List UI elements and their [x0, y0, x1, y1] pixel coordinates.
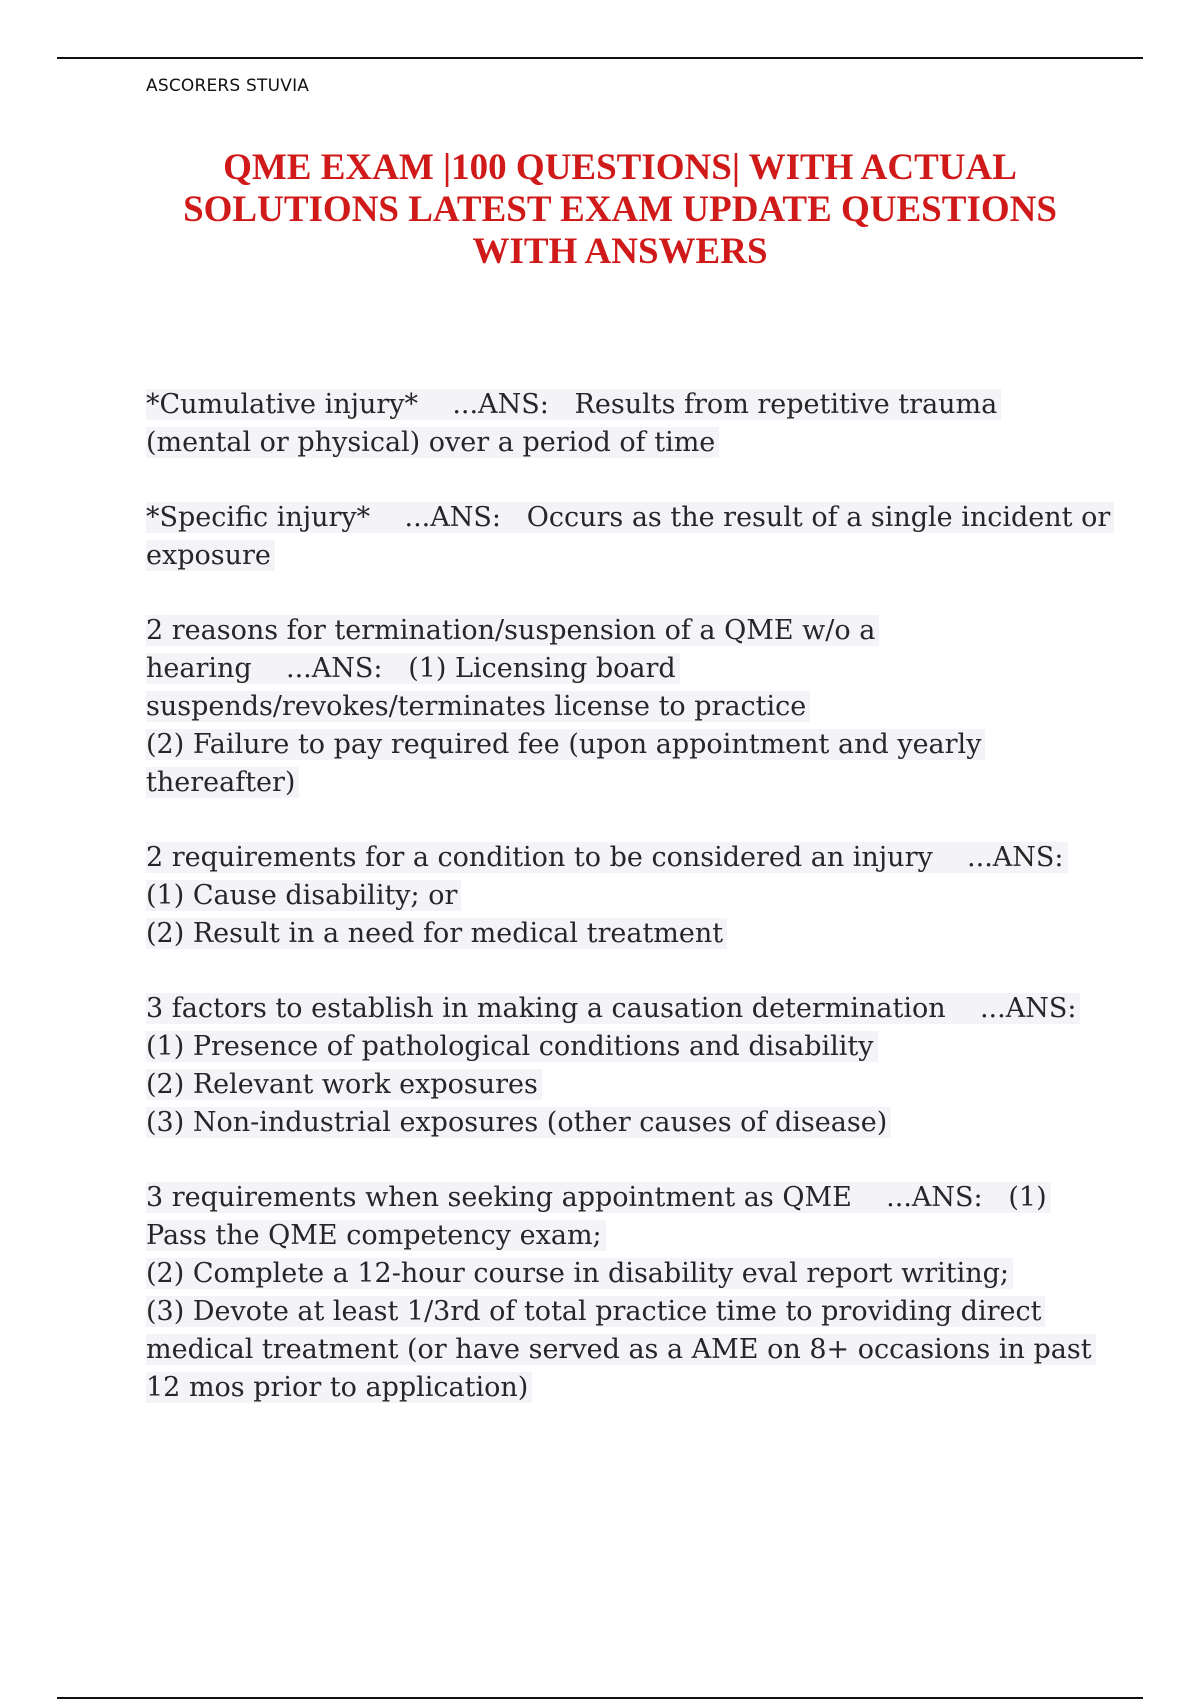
qa-line-text: (1) Presence of pathological conditions and disability [146, 1031, 878, 1062]
qa-line-text: suspends/revokes/terminates license to practice [146, 691, 810, 722]
title-line-1: QME EXAM |100 QUESTIONS| WITH ACTUAL [223, 147, 1017, 188]
qa-line-text: thereafter) [146, 767, 299, 798]
qa-line [146, 1217, 1096, 1255]
qa-line [146, 1293, 1096, 1331]
qa-line [146, 386, 1096, 424]
qa-item-termination-reasons [146, 612, 1096, 802]
qa-line-text: exposure [146, 540, 275, 571]
title-line-3: WITH ANSWERS [472, 231, 768, 272]
qa-line [146, 1331, 1096, 1369]
qa-line-text: (mental or physical) over a period of time [146, 427, 719, 458]
header-brand: ASCORERS STUVIA [146, 76, 310, 96]
qa-line-text: 3 requirements when seeking appointment as QME ...ANS: (1) [146, 1182, 1051, 1213]
qa-line [146, 499, 1111, 537]
qa-line [146, 1179, 1096, 1217]
footer-rule [57, 1697, 1143, 1699]
qa-line [146, 1028, 1096, 1066]
qa-line-text: *Cumulative injury* ...ANS: Results from repetitive trauma [146, 389, 1001, 420]
qa-line [146, 537, 1096, 575]
qa-line [146, 839, 1096, 877]
qa-line-text: 12 mos prior to application) [146, 1372, 532, 1403]
qa-item-injury-requirements [146, 839, 1096, 953]
qa-line [146, 915, 1096, 953]
qa-line-text: (2) Complete a 12-hour course in disability eval report writing; [146, 1258, 1013, 1289]
qa-line [146, 877, 1096, 915]
qa-line [146, 424, 1096, 462]
qa-line-text: 2 requirements for a condition to be considered an injury ...ANS: [146, 842, 1068, 873]
qa-line [146, 688, 1096, 726]
qa-list [146, 386, 1111, 1444]
qa-line [146, 1369, 1096, 1407]
qa-item-causation-factors [146, 990, 1096, 1142]
qa-line [146, 612, 1096, 650]
qa-line-text: Pass the QME competency exam; [146, 1220, 606, 1251]
qa-line-text: 2 reasons for termination/suspension of a QME w/o a [146, 615, 879, 646]
qa-line-text: medical treatment (or have served as a AME on 8+ occasions in past [146, 1334, 1096, 1365]
qa-line-text: (1) Cause disability; or [146, 880, 461, 911]
qa-line [146, 764, 1096, 802]
qa-line-text: (2) Result in a need for medical treatment [146, 918, 727, 949]
qa-item-qme-appointment-requirements [146, 1179, 1096, 1407]
qa-line [146, 990, 1096, 1028]
qa-line-text: 3 factors to establish in making a causation determination ...ANS: [146, 993, 1080, 1024]
qa-line-text: (2) Failure to pay required fee (upon appointment and yearly [146, 729, 985, 760]
qa-line-text: *Specific injury* ...ANS: Occurs as the result of a single incident or [146, 502, 1114, 533]
qa-line [146, 1104, 1096, 1142]
qa-line [146, 1255, 1096, 1293]
header-rule [57, 57, 1143, 59]
qa-line [146, 726, 1096, 764]
qa-item-cumulative-injury [146, 386, 1096, 462]
qa-line [146, 1066, 1096, 1104]
document-title [100, 147, 1140, 273]
qa-item-specific-injury [146, 499, 1111, 575]
qa-line-text: hearing ...ANS: (1) Licensing board [146, 653, 680, 684]
qa-line-text: (2) Relevant work exposures [146, 1069, 542, 1100]
qa-line-text: (3) Devote at least 1/3rd of total practice time to providing direct [146, 1296, 1045, 1327]
title-line-2: SOLUTIONS LATEST EXAM UPDATE QUESTIONS [183, 189, 1057, 230]
qa-line [146, 650, 1096, 688]
qa-line-text: (3) Non-industrial exposures (other causes of disease) [146, 1107, 891, 1138]
